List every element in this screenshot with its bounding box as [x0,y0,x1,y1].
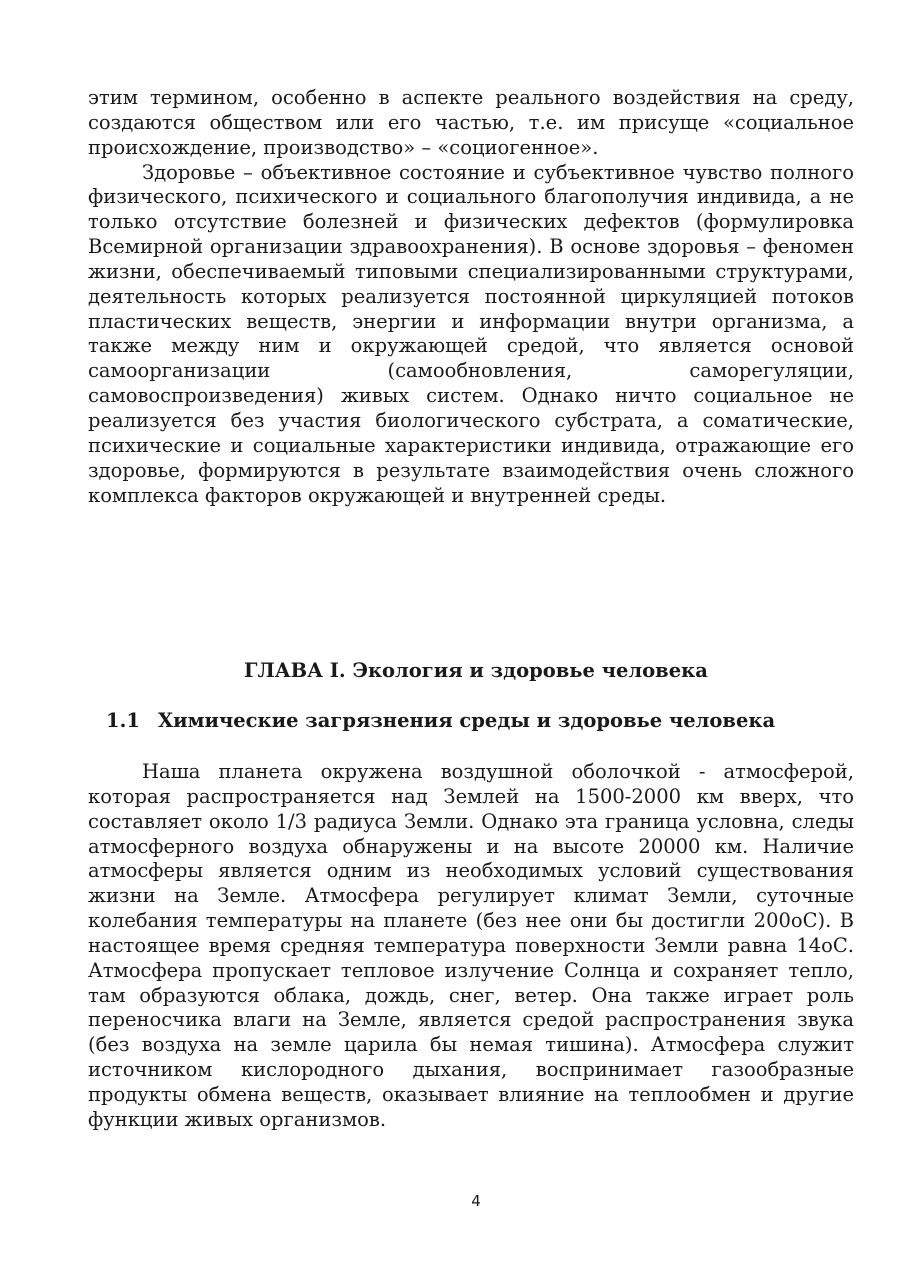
section-text [88,760,854,1133]
paragraph-health-definition: Здоровье – объективное состояние и субъективное чувство полного физического, психического и социального благополучия индивида, а не только отсутствие болезней и физических дефектов (формулировка Всемирной организации здравоохранения). В основе здоровья – феномен жизни, обеспечиваемый типовыми специализированными структурами, деятельность которых реализуется постоянной циркуляцией потоков пластических веществ, энергии и информации внутри организма, а также между ним и окружающей средой, что является основой самоорганизации (самообновления, саморегуляции, самовоспроизведения) живых систем. Однако ничто социальное не реализуется без участия биологического субстрата, а соматические, психические и социальные характеристики индивида, отражающие его здоровье, формируются в результате взаимодействия очень сложного комплекса факторов окружающей и внутренней среды. [88,160,854,507]
intro-text [88,86,854,508]
paragraph-atmosphere: Наша планета окружена воздушной оболочкой - атмосферой, которая распространяется над Землей на 1500-2000 км вверх, что составляет около 1/3 радиуса Земли. Однако эта граница условна, следы атмосферного воздуха обнаружены и на высоте 20000 км. Наличие атмосферы является одним из необходимых условий существования жизни на Земле. Атмосфера регулирует климат Земли, суточные колебания температуры на планете (без нее они бы достигли 200оС). В настоящее время средняя температура поверхности Земли равна 14оС. Атмосфера пропускает тепловое излучение Солнца и сохраняет тепло, там образуются облака, дождь, снег, ветер. Она также играет роль переносчика влаги на Земле, является средой распространения звука (без воздуха на земле царила бы немая тишина). Атмосфера служит источником кислородного дыхания, воспринимает газообразные продукты обмена веществ, оказывает влияние на теплообмен и другие функции живых организмов. [88,760,854,1131]
paragraph-continuation: этим термином, особенно в аспекте реального воздействия на среду, создаются обществом или его частью, т.е. им присуще «социальное происхождение, производство» – «социогенное». [88,86,854,159]
section-heading [106,708,775,734]
section-heading-text: Химические загрязнения среды и здоровье человека [158,709,776,732]
page-number: 4 [471,1192,481,1210]
section-number: 1.1 [106,709,140,732]
chapter-heading: ГЛАВА I. Экология и здоровье человека [244,659,708,682]
